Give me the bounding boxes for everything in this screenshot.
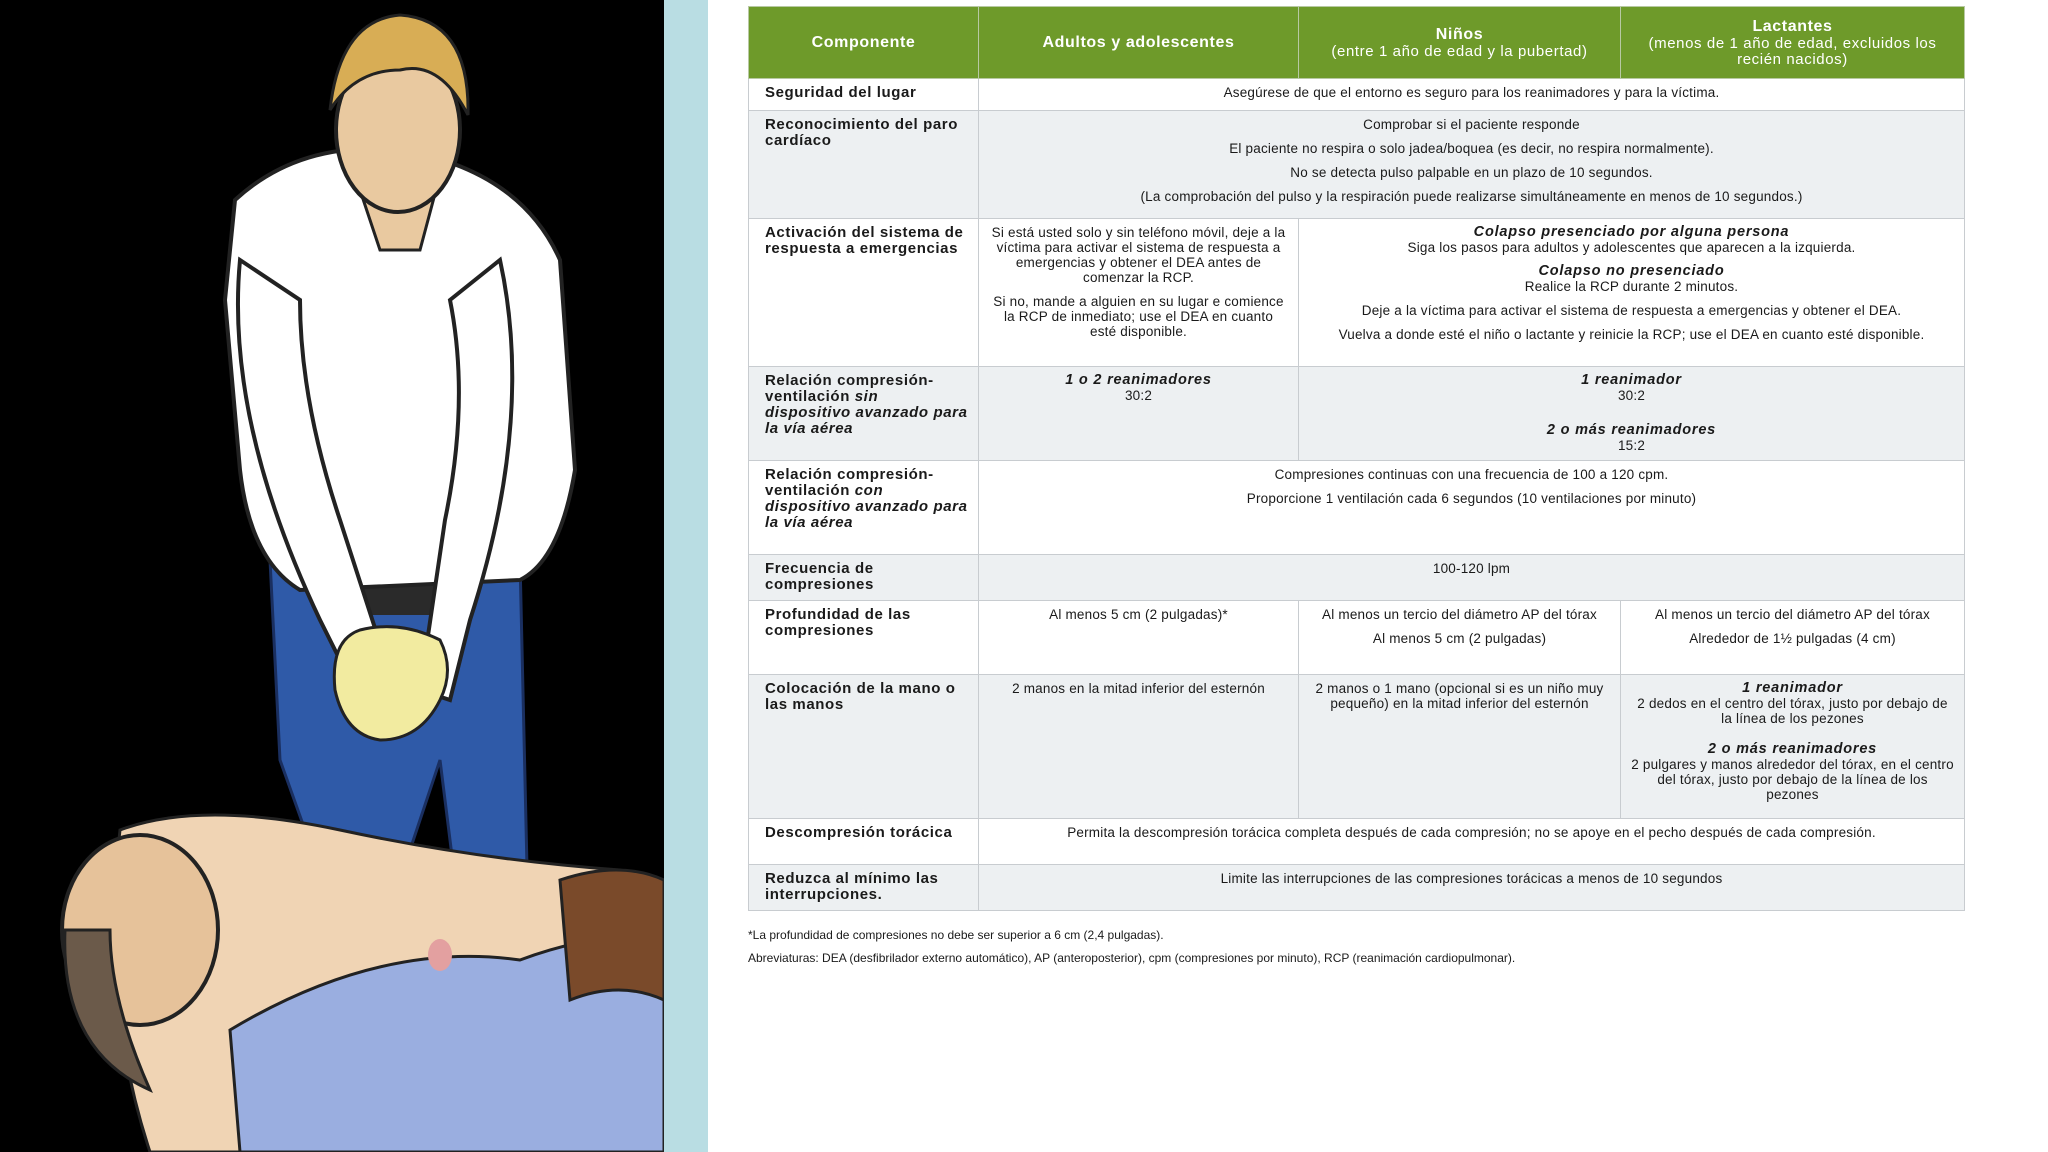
- profundidad-infant-line-2: Alrededor de 1½ pulgadas (4 cm): [1689, 631, 1896, 646]
- relacion-sin-child-block-1: [1309, 373, 1954, 403]
- reconocimiento-line-3: No se detecta pulso palpable en un plazo de 10 segundos.: [1290, 165, 1653, 180]
- header-lactantes-title: Lactantes: [1752, 17, 1833, 35]
- footnote-abbreviations: Abreviaturas: DEA (desfibrilador externo automático), AP (anteroposterior), cpm (compresiones por minuto), RCP (reanimación cardiopulmonar).: [748, 951, 1516, 965]
- activacion-no-presenciado: [1309, 264, 1954, 294]
- table-row-interrupciones: [749, 865, 1965, 911]
- activacion-no-presenciado-line-2: Deje a la víctima para activar el sistema de respuesta a emergencias y obtener el DEA.: [1361, 303, 1902, 318]
- profundidad-child-line-2: Al menos 5 cm (2 pulgadas): [1372, 631, 1547, 646]
- activacion-presenciado-text: Siga los pasos para adultos y adolescentes que aparecen a la izquierda.: [1407, 240, 1856, 255]
- relacion-sin-child-block-2: [1309, 423, 1954, 453]
- profundidad-infant-line-1: Al menos un tercio del diámetro AP del tórax: [1655, 607, 1930, 622]
- table-row-descompresion: [749, 819, 1965, 865]
- relacion-con-label-text: Relación compresión-ventilación: [765, 466, 934, 499]
- table-row-relacion-con: [749, 461, 1965, 555]
- activacion-no-presenciado-title: Colapso no presenciado: [1538, 263, 1725, 279]
- cpr-components-table-container: [748, 6, 1964, 911]
- relacion-sin-adult-value: 30:2: [1124, 388, 1153, 403]
- activacion-adult-text-2: Si no, mande a alguien en su lugar e comience la RCP de inmediato; use el DEA en cuanto esté disponible.: [993, 294, 1284, 339]
- header-ninos-subtitle: (entre 1 año de edad y la pubertad): [1331, 42, 1588, 60]
- relacion-sin-label-text: Relación compresión-ventilación: [765, 372, 934, 405]
- profundidad-child-line-1: Al menos un tercio del diámetro AP del tórax: [1322, 607, 1597, 622]
- table-row-activacion: [749, 219, 1965, 367]
- header-ninos-title: Niños: [1435, 25, 1484, 43]
- reconocimiento-line-2: El paciente no respira o solo jadea/boquea (es decir, no respira normalmente).: [1229, 141, 1714, 156]
- cell-descompresion: Permita la descompresión torácica completa después de cada compresión; no se apoye en el pecho después de cada compresión.: [979, 819, 1965, 865]
- cell-activacion-adultos: [979, 219, 1299, 367]
- relacion-con-line-1: Compresiones continuas con una frecuencia de 100 a 120 cpm.: [1274, 467, 1669, 482]
- colocacion-infant-block-1: [1631, 681, 1954, 726]
- cpr-rescuer-illustration-icon: [0, 0, 664, 1152]
- cell-relacion-con: [979, 461, 1965, 555]
- footnote-depth: *La profundidad de compresiones no debe ser superior a 6 cm (2,4 pulgadas).: [748, 928, 1164, 942]
- row-label-relacion-sin: [749, 367, 979, 461]
- relacion-sin-adult-title: 1 o 2 reanimadores: [1065, 372, 1212, 388]
- colocacion-infant-text-1: 2 dedos en el centro del tórax, justo por debajo de la línea de los pezones: [1637, 696, 1948, 726]
- cell-reconocimiento: [979, 111, 1965, 219]
- cell-seguridad: Asegúrese de que el entorno es seguro para los reanimadores y para la víctima.: [979, 79, 1965, 111]
- cell-colocacion-ninos: 2 manos o 1 mano (opcional si es un niño muy pequeño) en la mitad inferior del esternón: [1299, 675, 1621, 819]
- cell-profundidad-lactantes: [1621, 601, 1965, 675]
- reconocimiento-line-4: (La comprobación del pulso y la respiración puede realizarse simultáneamente en menos de 10 segundos.): [1140, 189, 1803, 204]
- cell-profundidad-ninos: [1299, 601, 1621, 675]
- activacion-adult-text-1: Si está usted solo y sin teléfono móvil, deje a la víctima para activar el sistema de respuesta a emergencias y obtener el DEA antes de comenzar la RCP.: [991, 225, 1286, 285]
- table-row-profundidad: [749, 601, 1965, 675]
- table-row-seguridad: [749, 79, 1965, 111]
- header-ninos: [1299, 7, 1621, 79]
- cell-relacion-sin-ninos-lactantes: [1299, 367, 1965, 461]
- cell-colocacion-lactantes: [1621, 675, 1965, 819]
- row-label-frecuencia: Frecuencia de compresiones: [749, 555, 979, 601]
- header-componente: Componente: [749, 7, 979, 79]
- cell-relacion-sin-adultos: [979, 367, 1299, 461]
- table-header-row: [749, 7, 1965, 79]
- colocacion-infant-block-2: [1631, 742, 1954, 802]
- relacion-con-label-italic: con dispositivo avanzado para la vía aérea: [765, 482, 968, 531]
- accent-bar: [664, 0, 708, 1152]
- cell-interrupciones: Limite las interrupciones de las compresiones torácicas a menos de 10 segundos: [979, 865, 1965, 911]
- row-label-activacion: Activación del sistema de respuesta a emergencias: [749, 219, 979, 367]
- row-label-seguridad: Seguridad del lugar: [749, 79, 979, 111]
- activacion-presenciado: [1309, 225, 1954, 255]
- illustration-panel: [0, 0, 664, 1152]
- cpr-components-table: [748, 6, 1965, 911]
- table-row-frecuencia: [749, 555, 1965, 601]
- relacion-sin-child-value-2: 15:2: [1617, 438, 1646, 453]
- header-lactantes: [1621, 7, 1965, 79]
- table-row-colocacion: [749, 675, 1965, 819]
- activacion-no-presenciado-text: Realice la RCP durante 2 minutos.: [1524, 279, 1739, 294]
- relacion-sin-child-title-2: 2 o más reanimadores: [1546, 422, 1717, 438]
- table-row-relacion-sin: [749, 367, 1965, 461]
- reconocimiento-line-1: Comprobar si el paciente responde: [1363, 117, 1580, 132]
- row-label-relacion-con: [749, 461, 979, 555]
- colocacion-infant-title-1: 1 reanimador: [1742, 680, 1843, 696]
- colocacion-infant-text-2: 2 pulgares y manos alrededor del tórax, en el centro del tórax, justo por debajo de la línea de los pezones: [1631, 757, 1954, 802]
- cell-colocacion-adultos: 2 manos en la mitad inferior del esternón: [979, 675, 1299, 819]
- cell-frecuencia: 100-120 lpm: [979, 555, 1965, 601]
- activacion-no-presenciado-line-3: Vuelva a donde esté el niño o lactante y reinicie la RCP; use el DEA en cuanto esté disponible.: [1338, 327, 1925, 342]
- table-row-reconocimiento: [749, 111, 1965, 219]
- cell-profundidad-adultos: Al menos 5 cm (2 pulgadas)*: [979, 601, 1299, 675]
- row-label-profundidad: Profundidad de las compresiones: [749, 601, 979, 675]
- activacion-presenciado-title: Colapso presenciado por alguna persona: [1473, 224, 1790, 240]
- row-label-interrupciones: Reduzca al mínimo las interrupciones.: [749, 865, 979, 911]
- relacion-sin-child-title-1: 1 reanimador: [1581, 372, 1682, 388]
- cell-activacion-ninos-lactantes: [1299, 219, 1965, 367]
- header-lactantes-subtitle: (menos de 1 año de edad, excluidos los recién nacidos): [1648, 34, 1937, 68]
- header-adultos: Adultos y adolescentes: [979, 7, 1299, 79]
- row-label-colocacion: Colocación de la mano o las manos: [749, 675, 979, 819]
- colocacion-infant-title-2: 2 o más reanimadores: [1707, 741, 1878, 757]
- relacion-sin-label-italic: sin dispositivo avanzado para la vía aérea: [765, 388, 968, 437]
- relacion-sin-child-value-1: 30:2: [1617, 388, 1646, 403]
- relacion-con-line-2: Proporcione 1 ventilación cada 6 segundos (10 ventilaciones por minuto): [1246, 491, 1697, 506]
- row-label-reconocimiento: Reconocimiento del paro cardíaco: [749, 111, 979, 219]
- row-label-descompresion: Descompresión torácica: [749, 819, 979, 865]
- footnotes: [748, 928, 1964, 974]
